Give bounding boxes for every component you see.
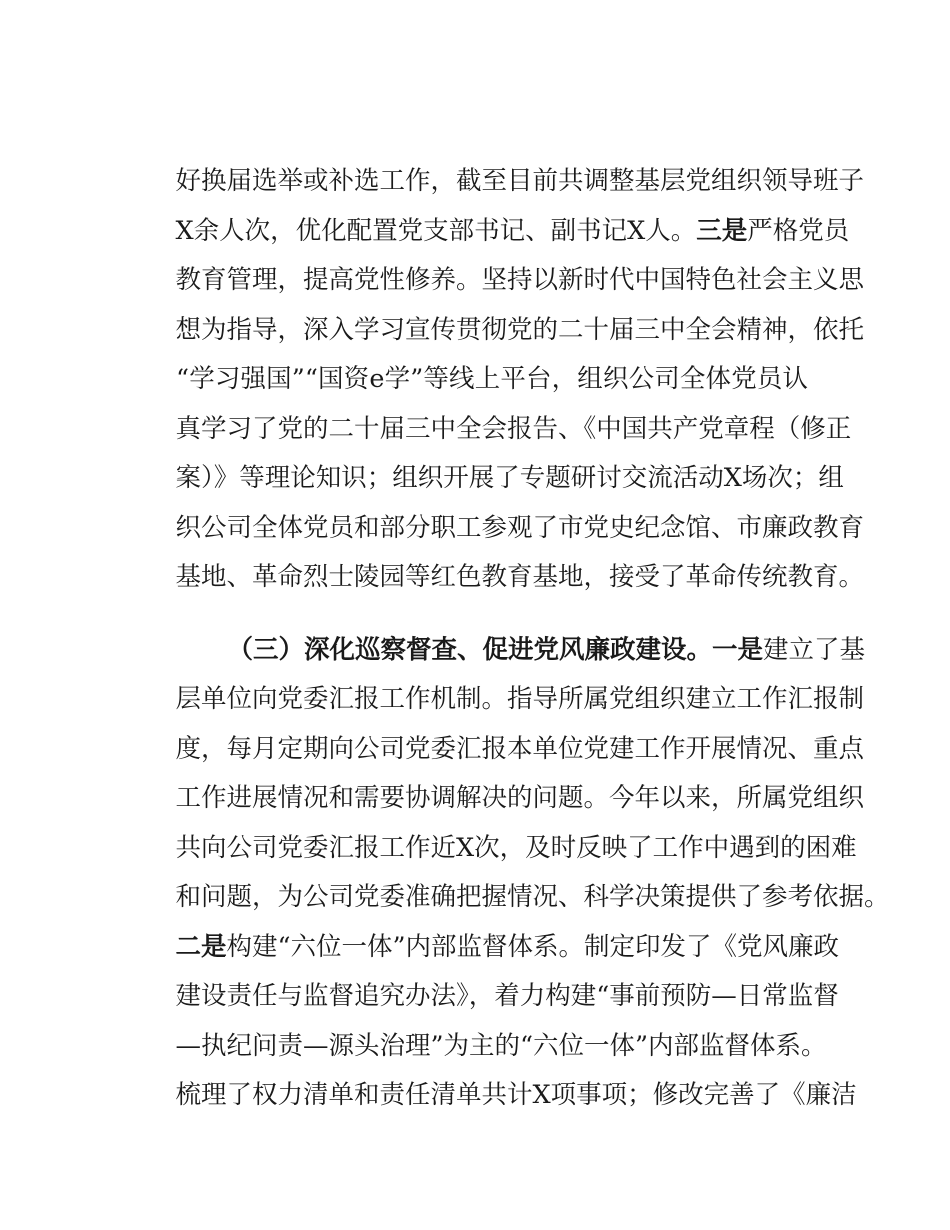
text-line-9 — [143, 517, 864, 592]
line-16-text: 构建“六位一体”内部监督体系。制定印发了《党风廉政 — [226, 932, 840, 962]
text-line-18 — [143, 986, 827, 1061]
section-heading-3: （三）深化巡察督查、促进党风廉政建设。 — [227, 635, 712, 665]
line-3-text: 教育管理，提高党性修养。坚持以新时代中国特色社会主义思 — [175, 265, 864, 295]
text-line-6 — [143, 369, 852, 444]
text-line-1 — [143, 121, 864, 196]
line-2-text-b: 严格党员 — [747, 216, 850, 246]
line-5-text: “学习强国”“国资e学”等线上平台，组织公司全体党员认 — [176, 364, 808, 394]
text-line-14 — [143, 788, 857, 863]
line-1-text: 好换届选举或补选工作，截至目前共调整基层党组织领导班子 — [175, 166, 864, 196]
line-9-text: 基地、革命烈士陵园等红色教育基地，接受了革命传统教育。 — [175, 562, 864, 592]
line-2-bold-san-shi: 三是 — [696, 216, 748, 246]
line-15-text: 和问题，为公司党委准确把握情况、科学决策提供了参考依据。 — [175, 882, 890, 912]
text-line-4 — [143, 270, 864, 345]
line-14-text: 共向公司党委汇报工作近X次，及时反映了工作中遇到的困难 — [175, 833, 857, 863]
line-17-text: 建设责任与监督追究办法》，着力构建“事前预防—日常监督 — [175, 981, 839, 1011]
line-4-text: 想为指导，深入学习宣传贯彻党的二十届三中全会精神，依托 — [175, 315, 864, 345]
line-13-text: 工作进展情况和需要协调解决的问题。今年以来，所属党组织 — [175, 783, 864, 813]
line-7-text: 案）》等理论知识；组织开展了专题研讨交流活动X场次；组 — [175, 463, 844, 493]
text-line-7 — [143, 418, 844, 493]
line-19-text: 梳理了权力清单和责任清单共计X项事项；修改完善了《廉洁 — [175, 1080, 857, 1110]
text-line-17 — [143, 936, 839, 1011]
line-2-text-a: X余人次，优化配置党支部书记、副书记X人。 — [175, 216, 697, 246]
line-10-text: 建立了基 — [762, 635, 865, 665]
line-16-bold-er-shi: 二是 — [175, 932, 227, 962]
text-line-8 — [143, 468, 864, 543]
text-line-2 — [143, 171, 850, 246]
text-line-3 — [143, 220, 864, 295]
line-10-bold-yi-shi: 一是 — [711, 635, 763, 665]
line-8-text: 织公司全体党员和部分职工参观了市党史纪念馆、市廉政教育 — [175, 513, 864, 543]
line-6-text: 真学习了党的二十届三中全会报告、《中国共产党章程（修正 — [175, 414, 852, 444]
text-line-16 — [143, 887, 840, 962]
text-line-5 — [143, 319, 808, 394]
text-line-19 — [143, 1035, 857, 1110]
line-11-text: 层单位向党委汇报工作机制。指导所属党组织建立工作汇报制 — [175, 684, 864, 714]
text-line-15 — [143, 837, 890, 912]
line-18-text: —执纪问责—源头治理”为主的“六位一体”内部监督体系。 — [175, 1031, 827, 1061]
text-line-13 — [143, 738, 864, 813]
line-12-text: 度，每月定期向公司党委汇报本单位党建工作开展情况、重点 — [175, 734, 864, 764]
section-heading-line — [195, 590, 865, 665]
text-line-12 — [143, 689, 864, 764]
